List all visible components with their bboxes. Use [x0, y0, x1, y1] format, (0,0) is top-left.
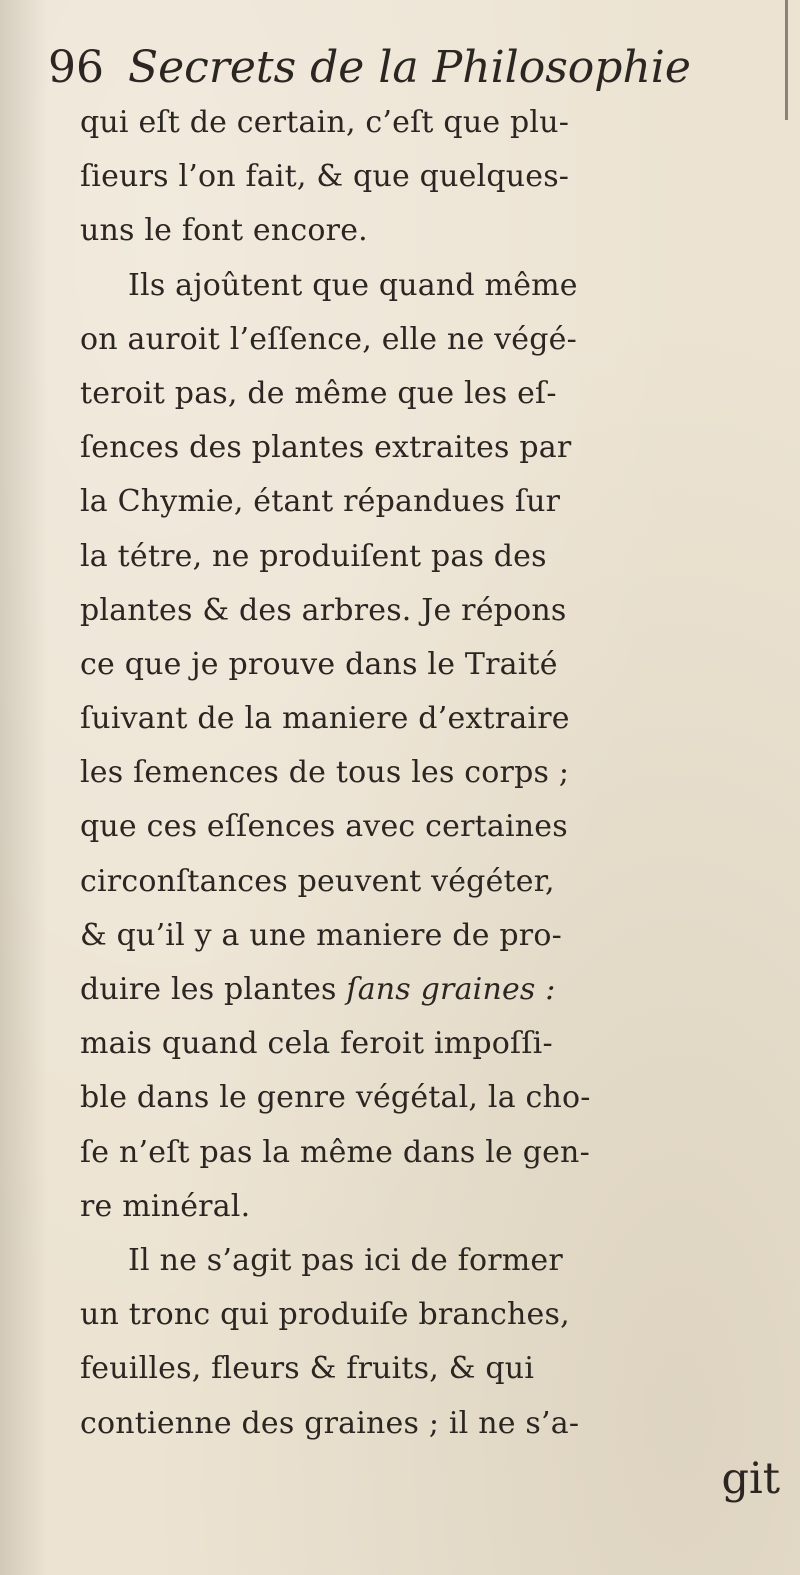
text-line: re minéral.: [80, 1188, 251, 1224]
text-line: feuilles, fleurs & fruits, & qui: [80, 1351, 535, 1387]
text-line: uns le font encore.: [80, 213, 368, 249]
text-line: la Chymie, étant répandues ſur: [80, 484, 561, 520]
text-line: que ces eſſences avec certaines: [80, 809, 568, 845]
running-header: [48, 40, 691, 96]
text-line: qui eſt de certain, c’eſt que plu-: [80, 105, 570, 140]
page-number: 96: [48, 42, 104, 93]
text-line: un tronc qui produiſe branches,: [80, 1297, 570, 1333]
text-line: [40, 963, 800, 1017]
text-line: ſuivant de la maniere d’extraire: [80, 701, 570, 737]
text-line: mais quand cela feroit impoſſi-: [80, 1026, 553, 1062]
text-line: plantes & des arbres. Je répons: [80, 592, 567, 628]
text-line-roman: duire les plantes: [80, 972, 347, 1007]
text-line: Il ne s’agit pas ici de former: [128, 1242, 563, 1278]
text-line: ſe n’eſt pas la même dans le gen-: [80, 1134, 590, 1170]
text-line: contienne des graines ; il ne s’a-: [80, 1405, 580, 1441]
italic-phrase: ſans graines :: [346, 972, 556, 1007]
text-line: ble dans le genre végétal, la cho-: [80, 1080, 591, 1116]
text-line: circonſtances peuvent végéter,: [80, 863, 555, 899]
text-line: teroit pas, de même que les eſ-: [80, 375, 557, 411]
text-line: la tétre, ne produiſent pas des: [80, 538, 547, 574]
text-line: ce que je prouve dans le Traité: [80, 646, 558, 682]
running-title: Secrets de la Philosophie: [128, 42, 691, 93]
text-block: [40, 96, 800, 1451]
text-line: ſieurs l’on fait, & que quelques-: [80, 159, 570, 195]
text-line: ſences des plantes extraites par: [80, 430, 572, 466]
text-line: & qu’il y a une maniere de pro-: [80, 917, 562, 953]
text-line: Ils ajoûtent que quand même: [128, 267, 578, 303]
catchword: git: [721, 1454, 780, 1504]
text-line: les ſemences de tous les corps ;: [80, 755, 570, 791]
text-line: on auroit l’eſſence, elle ne végé-: [80, 321, 577, 357]
